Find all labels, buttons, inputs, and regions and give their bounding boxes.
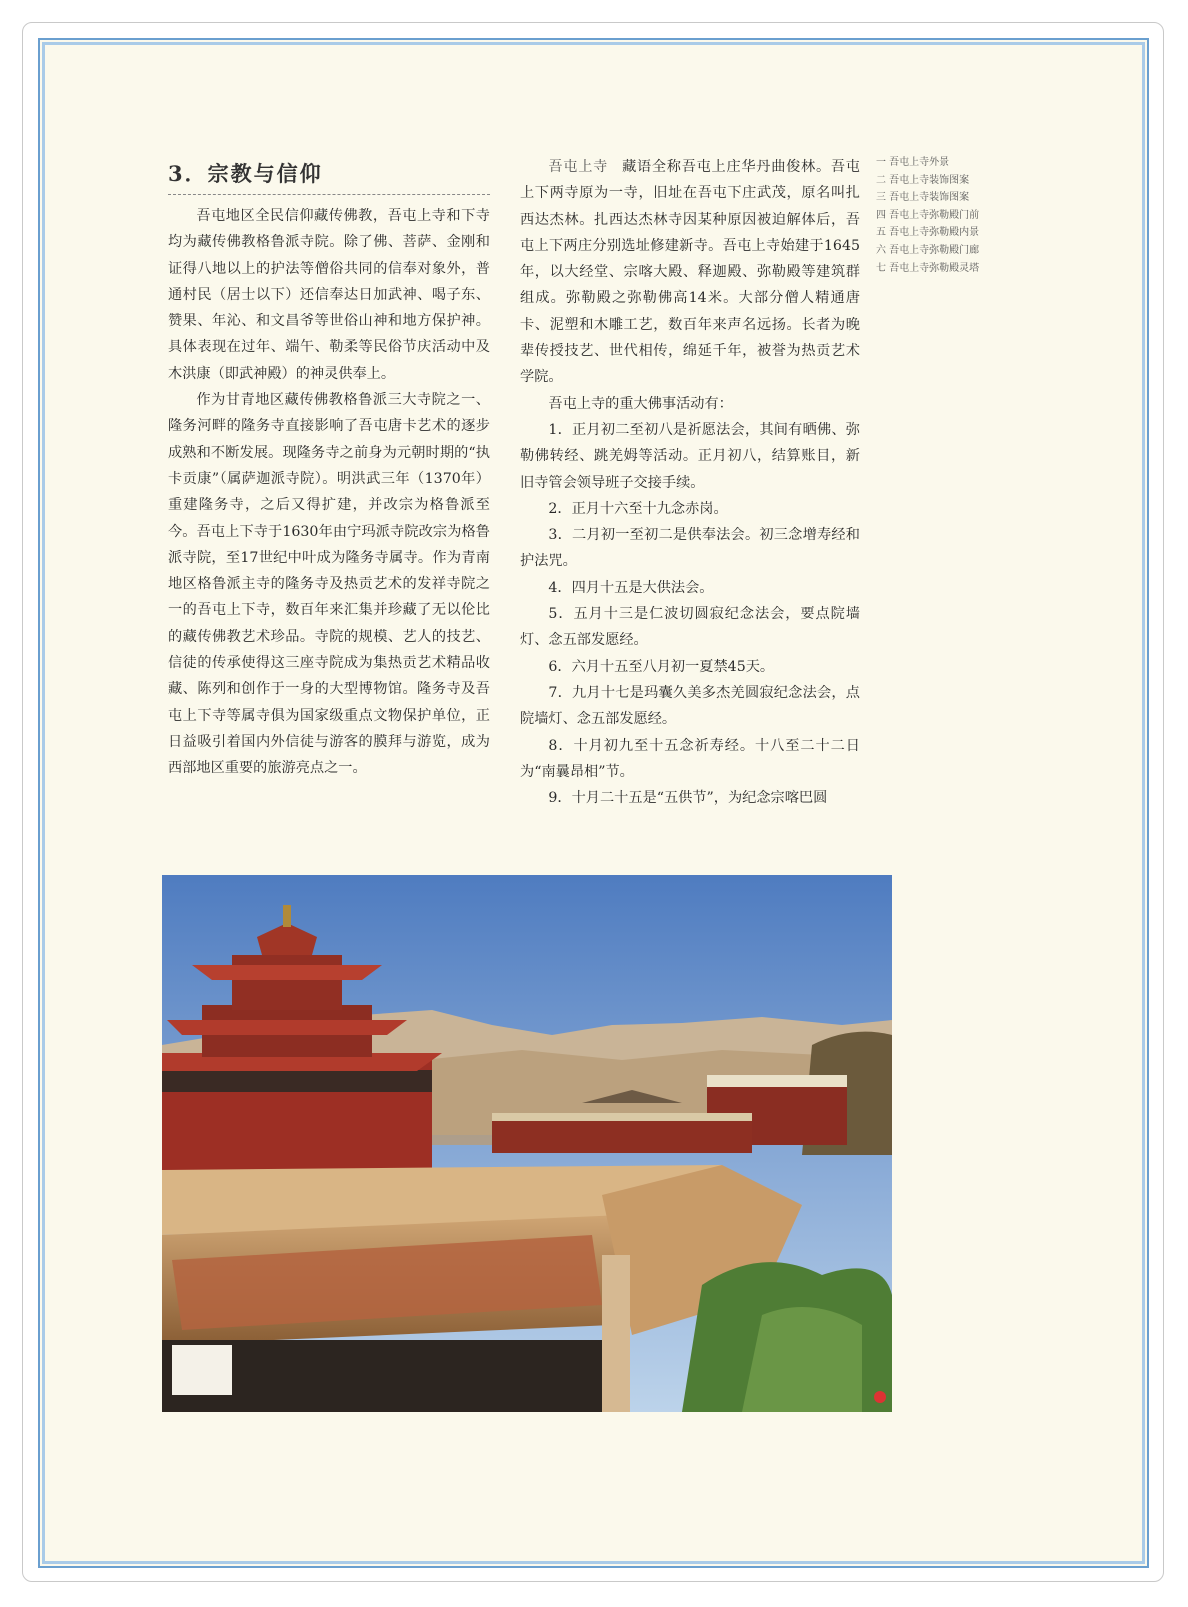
- left-column: [168, 158, 490, 782]
- left-paragraph-2: 作为甘青地区藏传佛教格鲁派三大寺院之一、隆务河畔的隆务寺直接影响了吾屯唐卡艺术的逐步成熟和不断发展。现隆务寺之前身为元朝时期的“执卡贡康”（属萨迦派寺院）。明洪武三年（1370年）重建隆务寺，之后又得扩建，并改宗为格鲁派至今。吾屯上下寺于1630年由宁玛派寺院改宗为格鲁派寺院，至17世纪中叶成为隆务寺属寺。作为青南地区格鲁派主寺的隆务寺及热贡艺术的发祥寺院之一的吾屯上下寺，数百年来汇集并珍藏了无以伦比的藏传佛教艺术珍品。寺院的规模、艺人的技艺、信徒的传承使得这三座寺院成为集热贡艺术精品收藏、陈列和创作于一身的大型博物馆。隆务寺及吾屯上下寺等属寺俱为国家级重点文物保护单位，正日益吸引着国内外信徒与游客的膜拜与游览，成为西部地区重要的旅游亮点之一。: [168, 392, 490, 777]
- book-page: [38, 38, 1149, 1568]
- activity-item-8: 8．十月初九至十五念祈寿经。十八至二十二日为“南曩昂相”节。: [520, 737, 860, 780]
- activities-heading: 吾屯上寺的重大佛事活动有：: [548, 395, 733, 412]
- temple-intro-paragraph: [520, 154, 860, 391]
- activity-item-5: 5．五月十三是仁波切圆寂纪念法会，要点院墙灯、念五部发愿经。: [520, 606, 860, 649]
- caption-1: 一 吾屯上寺外景: [876, 157, 950, 168]
- temple-intro-text: 藏语全称吾屯上庄华丹曲俊林。吾屯上下两寺原为一寺，旧址在吾屯下庄武茂，原名叫扎西达杰林。扎西达杰林寺因某种原因被迫解体后，吾屯上下两庄分别选址修建新寺。吾屯上寺始建于1645年，以大经堂、宗喀大殿、释迦殿、弥勒殿等建筑群组成。弥勒殿之弥勒佛高14米。大部分僧人精通唐卡、泥塑和木雕工艺，数百年来声名远扬。长者为晚辈传授技艺、世代相传，绵延千年，被誉为热贡艺术学院。: [520, 159, 860, 386]
- activity-item-4: 4．四月十五是大供法会。: [548, 579, 714, 596]
- caption-4: 四 吾屯上寺弥勒殿门前: [876, 209, 980, 221]
- activity-item-9: 9．十月二十五是“五供节”，为纪念宗喀巴圆: [548, 790, 828, 807]
- temple-photo: [162, 875, 892, 1412]
- figure-captions: [876, 154, 1026, 277]
- left-paragraph-1: 吾屯地区全民信仰藏传佛教，吾屯上寺和下寺均为藏传佛教格鲁派寺院。除了佛、菩萨、金刚和证得八地以上的护法等僧俗共同的信奉对象外，普通村民（居士以下）还信奉达日加武神、喝子东、赞果、年沁、和文昌爷等世俗山神和地方保护神。具体表现在过年、端午、勒柔等民俗节庆活动中及木洪康（即武神殿）的神灵供奉上。: [168, 208, 490, 382]
- activity-item-6: 6．六月十五至八月初一夏禁45天。: [548, 658, 775, 675]
- activity-item-1: 1．正月初二至初八是祈愿法会，其间有晒佛、弥勒佛转经、跳羌姆等活动。正月初八，结算账目，新旧寺管会领导班子交接手续。: [520, 421, 860, 491]
- caption-6: 六 吾屯上寺弥勒殿门廊: [876, 244, 980, 256]
- temple-name-label: 吾屯上寺: [548, 159, 609, 175]
- section-title: 3．宗教与信仰: [168, 158, 490, 195]
- middle-column: [520, 154, 860, 811]
- activity-item-7: 7．九月十七是玛囊久美多杰羌圆寂纪念法会，点院墙灯、念五部发愿经。: [520, 684, 860, 728]
- caption-3: 三 吾屯上寺装饰图案: [876, 192, 970, 204]
- photo-marker-icon: [874, 1391, 886, 1403]
- caption-2: 二 吾屯上寺装饰图案: [876, 174, 970, 186]
- caption-5: 五 吾屯上寺弥勒殿内景: [876, 227, 980, 239]
- activity-item-2: 2．正月十六至十九念赤岗。: [548, 500, 728, 517]
- caption-7: 七 吾屯上寺弥勒殿灵塔: [876, 262, 980, 274]
- activity-item-3: 3．二月初一至初二是供奉法会。初三念增寿经和护法咒。: [520, 527, 860, 570]
